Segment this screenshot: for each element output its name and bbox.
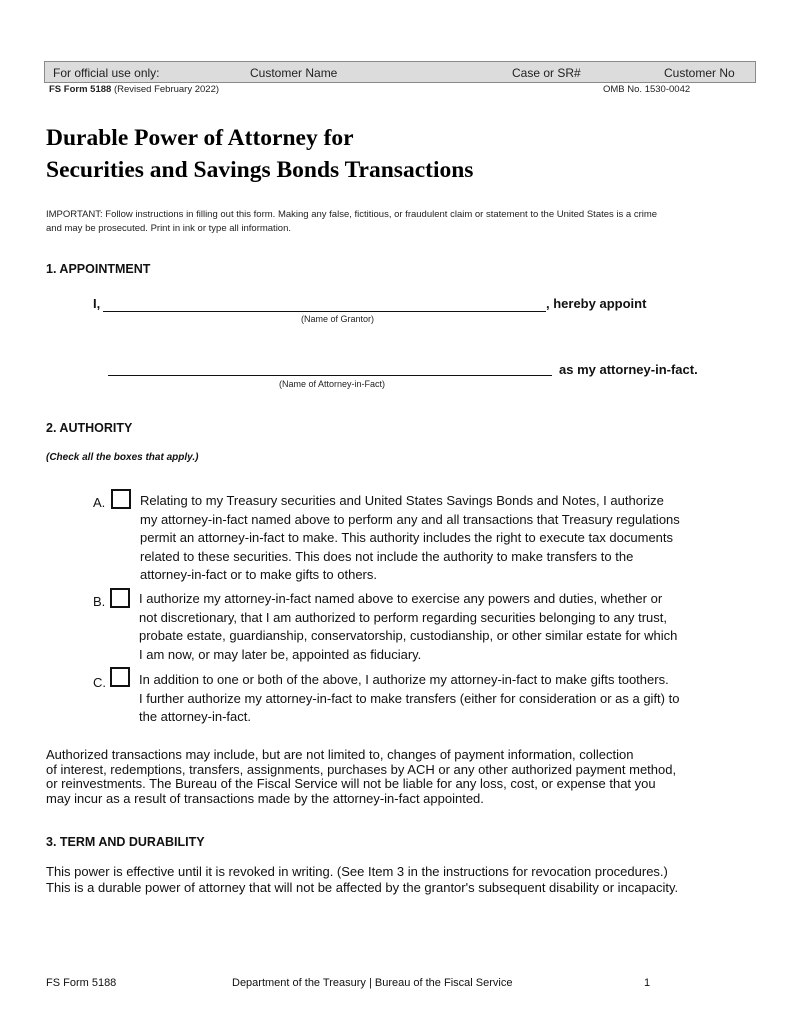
important-line-1: IMPORTANT: Follow instructions in filling out this form. Making any false, fictitious, or fraudulent claim or statement to the United States is a crime [46, 209, 658, 220]
term-paragraph [46, 864, 678, 896]
grantor-prefix: I, [93, 296, 101, 311]
page-title [46, 122, 473, 186]
item-c-text [139, 671, 679, 727]
item-b-letter: B. [93, 594, 106, 609]
footer-form-number: FS Form 5188 [46, 977, 117, 989]
item-a-letter: A. [93, 495, 106, 510]
term-line: This is a durable power of attorney that will not be affected by the grantor's subsequent disability or incapacity. [46, 880, 679, 895]
official-use-box [44, 61, 756, 83]
footer-department: Department of the Treasury | Bureau of the Fiscal Service [232, 977, 513, 989]
form-revision: (Revised February 2022) [113, 84, 220, 95]
footer-page-number: 1 [644, 977, 651, 989]
item-c-letter: C. [93, 675, 106, 690]
item-b-text [139, 590, 677, 664]
item-c-line: the attorney-in-fact. [139, 709, 251, 724]
item-c-line: I further authorize my attorney-in-fact to make transfers (either for consideration or as a gift) to [139, 690, 680, 706]
item-a-line: attorney-in-fact or to make gifts to others. [140, 567, 377, 582]
title-line-2: Securities and Savings Bonds Transactions [46, 157, 474, 183]
section-appointment-heading: 1. APPOINTMENT [46, 262, 151, 276]
important-notice [46, 208, 746, 236]
omb-number: OMB No. 1530-0042 [603, 84, 691, 95]
item-b-line: not discretionary, that I am authorized to perform regarding securities belonging to any trust, [139, 609, 667, 625]
attorney-suffix: as my attorney-in-fact. [559, 362, 698, 377]
title-line-1: Durable Power of Attorney for [46, 125, 354, 151]
paragraph-line: or reinvestments. The Bureau of the Fiscal Service will not be liable for any loss, cost, or expense that you [46, 776, 656, 791]
grantor-caption: (Name of Grantor) [301, 314, 375, 324]
section-authority-heading: 2. AUTHORITY [46, 421, 133, 435]
item-a-line: permit an attorney-in-fact to make. This authority includes the right to execute tax documents [140, 530, 674, 545]
item-a-text [140, 492, 680, 585]
form-identifier [49, 84, 219, 95]
customer-no-label: Customer No [664, 66, 735, 80]
paragraph-line: of interest, redemptions, transfers, assignments, purchases by ACH or any other authorized payment method, [46, 761, 677, 777]
item-a-checkbox[interactable] [111, 489, 131, 509]
item-c-line: In addition to one or both of the above, I authorize my attorney-in-fact to make gifts toothers. [139, 672, 669, 687]
item-b-checkbox[interactable] [110, 588, 130, 608]
official-use-label: For official use only: [53, 66, 160, 80]
paragraph-line: Authorized transactions may include, but are not limited to, changes of payment information, collection [46, 747, 634, 762]
attorney-caption: (Name of Attorney-in-Fact) [279, 379, 386, 389]
authorized-transactions-paragraph [46, 748, 676, 806]
authority-instruction: (Check all the boxes that apply.) [46, 452, 199, 463]
item-a-line: related to these securities. This does not include the authority to make transfers to the [140, 548, 634, 564]
item-b-line: probate estate, guardianship, conservatorship, custodianship, or other similar estate for which [139, 628, 678, 643]
item-b-line: I am now, or may later be, appointed as fiduciary. [139, 646, 422, 662]
case-sr-label: Case or SR# [512, 66, 581, 80]
item-b-line: I authorize my attorney-in-fact named above to exercise any powers and duties, whether or [139, 591, 663, 606]
paragraph-line: may incur as a result of transactions made by the attorney-in-fact appointed. [46, 790, 484, 806]
important-line-2: and may be prosecuted. Print in ink or type all information. [46, 223, 292, 234]
item-c-checkbox[interactable] [110, 667, 130, 687]
section-term-heading: 3. TERM AND DURABILITY [46, 835, 205, 849]
grantor-name-field[interactable] [103, 298, 546, 312]
attorney-name-field[interactable] [108, 362, 552, 376]
item-a-line: Relating to my Treasury securities and United States Savings Bonds and Notes, I authorize [140, 493, 664, 508]
term-line: This power is effective until it is revoked in writing. (See Item 3 in the instructions for revocation procedures.) [46, 864, 668, 879]
customer-name-label: Customer Name [250, 66, 338, 80]
form-number: FS Form 5188 [49, 84, 112, 95]
item-a-line: my attorney-in-fact named above to perform any and all transactions that Treasury regulations [140, 511, 680, 527]
grantor-suffix: , hereby appoint [546, 296, 647, 311]
